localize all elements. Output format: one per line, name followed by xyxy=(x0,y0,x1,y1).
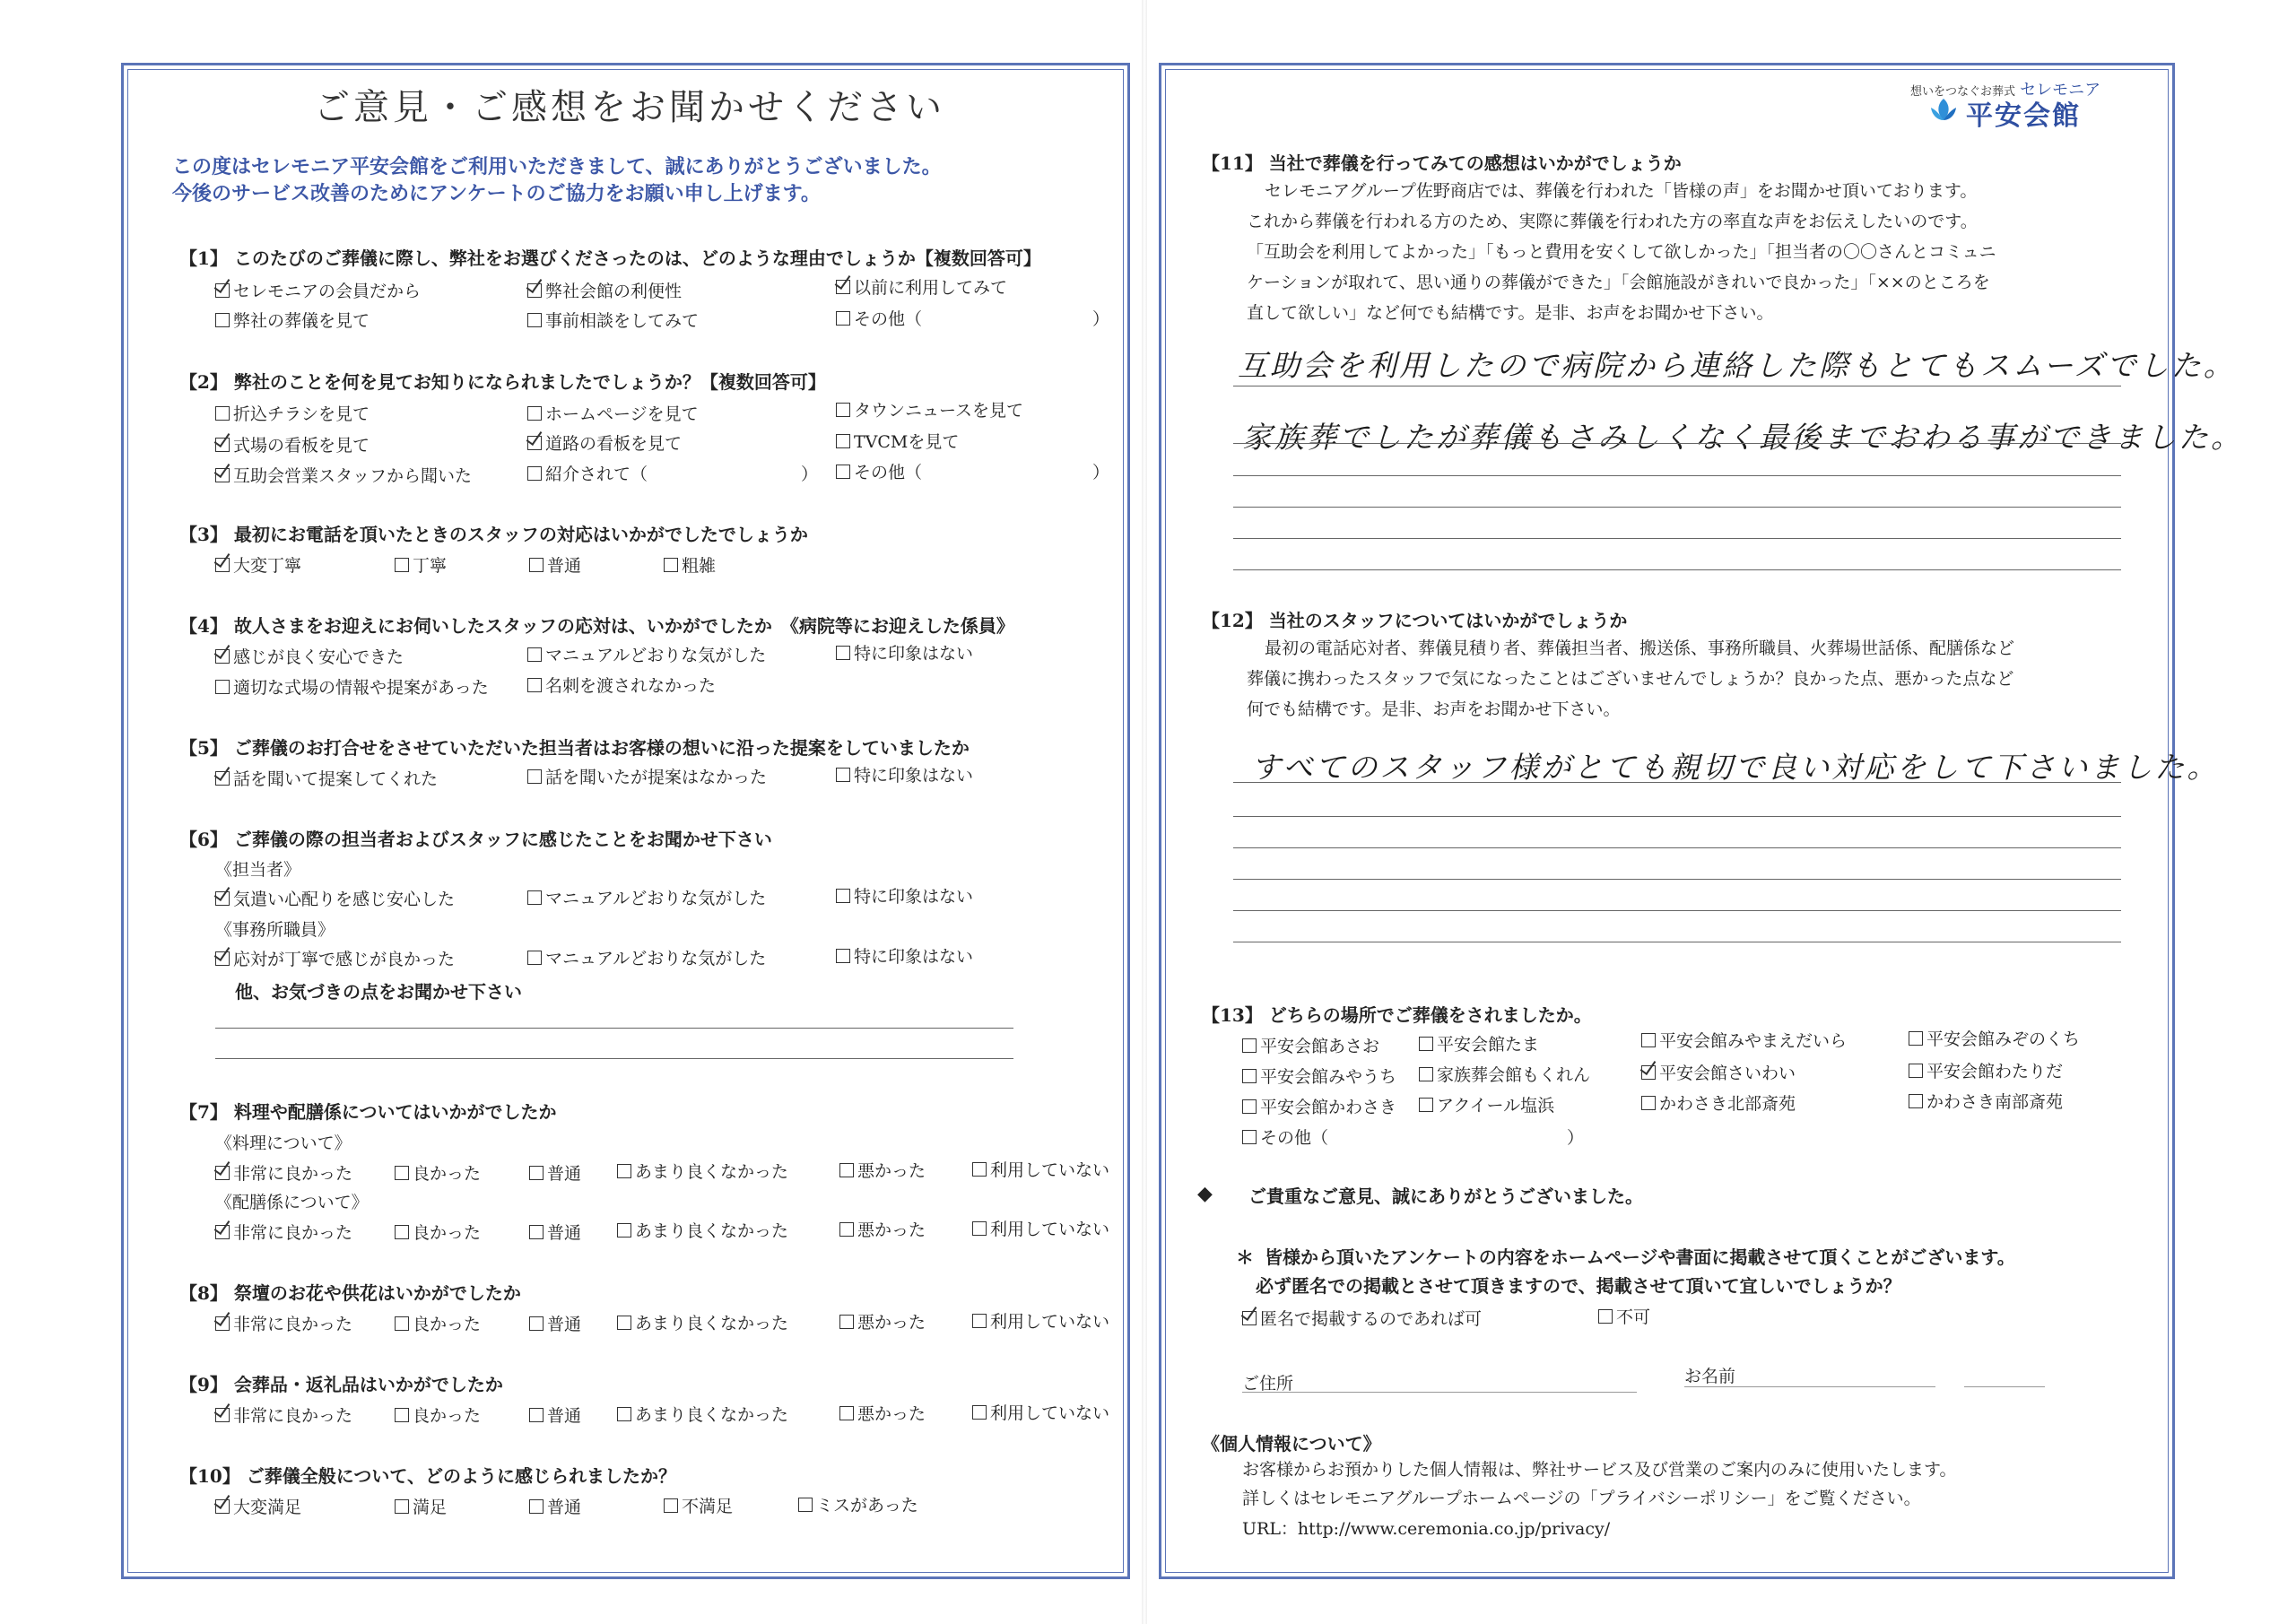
checkbox-icon[interactable] xyxy=(1641,1096,1656,1110)
address-field[interactable] xyxy=(1242,1392,1637,1393)
q6-option[interactable]: 気遣い心配りを感じ安心した xyxy=(215,886,455,910)
checkbox-icon[interactable] xyxy=(839,1406,854,1420)
checkbox-icon[interactable] xyxy=(972,1162,987,1177)
q11-desc-line: これから葬儀を行われる方のため、実際に葬儀を行われた方の率直な声をお伝えしたいのです。 xyxy=(1247,212,1978,231)
name-label: お名前 xyxy=(1684,1367,1736,1386)
logo-name: 平安会館 xyxy=(1966,100,2081,132)
q2-option[interactable]: TVCMを見て xyxy=(836,429,959,453)
q3-option[interactable]: 大変丁寧 xyxy=(215,552,301,577)
q7-serving-option[interactable]: 良かった xyxy=(395,1220,481,1244)
q13-option[interactable]: 平安会館みやうち xyxy=(1242,1064,1396,1088)
question-8: 【8】 祭壇のお花や供花はいかがでしたか xyxy=(179,1282,521,1304)
checkbox-icon[interactable] xyxy=(972,1405,987,1420)
question-1: 【1】 このたびのご葬儀に際し、弊社をお選びくださったのは、どのような理由でしょうか【複数回答可】 xyxy=(179,248,1041,269)
name-field-end xyxy=(1964,1386,2045,1387)
thanks-message: ご貴重なご意見、誠にありがとうございました。 xyxy=(1248,1185,1643,1207)
q7-serving-option[interactable]: 非常に良かった xyxy=(215,1220,352,1244)
checkbox-icon[interactable] xyxy=(839,1163,854,1177)
q9-option[interactable]: 良かった xyxy=(395,1403,481,1427)
write-line[interactable] xyxy=(1233,816,2121,817)
q8-option[interactable]: 普通 xyxy=(529,1311,581,1335)
checkbox-icon[interactable] xyxy=(215,313,230,327)
q13-option[interactable]: 家族葬会館もくれん xyxy=(1419,1062,1590,1086)
write-line[interactable] xyxy=(1233,910,2121,911)
checkbox-icon[interactable] xyxy=(617,1316,631,1330)
q13-option[interactable]: 平安会館さいわい xyxy=(1641,1060,1796,1084)
q13-option[interactable]: 平安会館あさお xyxy=(1242,1033,1379,1057)
q7-serving-option[interactable]: 利用していない xyxy=(972,1216,1109,1240)
write-line[interactable] xyxy=(215,1058,1013,1059)
question-13: 【13】 どちらの場所でご葬儀をされましたか。 xyxy=(1202,1004,1592,1026)
privacy-url-link[interactable]: URL：http://www.ceremonia.co.jp/privacy/ xyxy=(1242,1519,1611,1539)
q6-option[interactable]: 特に印象はない xyxy=(836,883,973,908)
checkbox-icon[interactable] xyxy=(215,1316,230,1331)
intro-line-1: この度はセレモニア平安会館をご利用いただきまして、誠にありがとうございました。 xyxy=(172,155,942,178)
q8-option[interactable]: 利用していない xyxy=(972,1308,1109,1333)
q4-option[interactable]: マニュアルどおりな気がした xyxy=(527,642,766,666)
question-5: 【5】 ご葬儀のお打合せをさせていただいた担当者はお客様の想いに沿った提案をしていましたか xyxy=(179,737,970,759)
q3-option[interactable]: 丁寧 xyxy=(395,552,447,577)
write-line[interactable] xyxy=(1233,569,2121,570)
checkbox-icon[interactable] xyxy=(1641,1033,1656,1047)
q8-option[interactable]: 良かった xyxy=(395,1311,481,1335)
q10-option[interactable]: 大変満足 xyxy=(215,1494,301,1518)
checkbox-icon[interactable] xyxy=(215,680,230,694)
question-12: 【12】 当社のスタッフについてはいかがでしょうか xyxy=(1202,610,1628,631)
q10-option[interactable]: ミスがあった xyxy=(798,1492,918,1516)
checkbox-icon[interactable] xyxy=(527,436,542,450)
q10-option[interactable]: 不満足 xyxy=(664,1493,733,1517)
checkbox-icon[interactable] xyxy=(527,466,542,481)
checkbox-icon[interactable] xyxy=(836,465,850,479)
q7-food-option[interactable]: 悪かった xyxy=(839,1158,926,1182)
write-line[interactable] xyxy=(1233,443,2121,444)
checkbox-icon[interactable] xyxy=(617,1407,631,1421)
q2-option[interactable]: 紹介されて（ ） xyxy=(527,461,818,485)
checkbox-icon[interactable] xyxy=(529,1499,544,1514)
q1-option[interactable]: その他（ ） xyxy=(836,306,1109,330)
write-line[interactable] xyxy=(1233,475,2121,476)
q13-option[interactable]: アクイール塩浜 xyxy=(1419,1092,1554,1116)
checkbox-icon[interactable] xyxy=(1242,1038,1257,1053)
q7-food-option[interactable]: 普通 xyxy=(529,1160,581,1185)
checkbox-icon[interactable] xyxy=(836,403,850,417)
q2-option[interactable]: タウンニュースを見て xyxy=(836,397,1023,421)
checkbox-icon[interactable] xyxy=(839,1222,854,1237)
intro-line-2: 今後のサービス改善のためにアンケートのご協力をお願い申し上げます。 xyxy=(172,182,821,205)
write-line[interactable] xyxy=(1233,538,2121,539)
checkbox-icon[interactable] xyxy=(215,649,230,664)
write-line[interactable] xyxy=(1233,879,2121,880)
q3-option[interactable]: 普通 xyxy=(529,552,581,577)
form-title: ご意見・ご感想をお聞かせください xyxy=(314,87,945,128)
checkbox-icon[interactable] xyxy=(215,951,230,966)
q4-option[interactable]: 名刺を渡されなかった xyxy=(527,673,716,697)
q9-option[interactable]: 普通 xyxy=(529,1403,581,1427)
q6-option[interactable]: マニュアルどおりな気がした xyxy=(527,945,766,969)
checkbox-icon[interactable] xyxy=(529,558,544,572)
privacy-text: お客様からお預かりした個人情報は、弊社サービス及び営業のご案内のみに使用いたします。 xyxy=(1242,1460,1957,1480)
q7-serving-option[interactable]: 普通 xyxy=(529,1220,581,1244)
checkbox-icon[interactable] xyxy=(1242,1069,1257,1083)
checkbox-icon[interactable] xyxy=(215,891,230,906)
q11-handwritten-answer[interactable]: 互助会を利用したので病院から連絡した際もとてもスムーズでした。 xyxy=(1238,348,2236,383)
q11-desc-line: 「互助会を利用してよかった」「もっと費用を安くして欲しかった」「担当者の〇〇さんとコミュニ xyxy=(1247,242,1996,262)
q1-option[interactable]: 事前相談をしてみて xyxy=(527,308,699,332)
q7-sub-label-serving: 《配膳係について》 xyxy=(215,1193,369,1212)
q13-option[interactable]: 平安会館みぞのくち xyxy=(1909,1026,2080,1050)
checkbox-icon[interactable] xyxy=(395,1225,409,1239)
q7-food-option[interactable]: 良かった xyxy=(395,1160,481,1185)
checkbox-icon[interactable] xyxy=(836,889,850,903)
checkbox-icon[interactable] xyxy=(529,1316,544,1331)
write-line[interactable] xyxy=(1233,782,2121,783)
q5-option[interactable]: 特に印象はない xyxy=(836,762,973,786)
q6-option[interactable]: 応対が丁寧で感じが良かった xyxy=(215,946,455,970)
question-2: 【2】 弊社のことを何を見てお知りになられましたでしょうか？【複数回答可】 xyxy=(179,371,826,393)
privacy-text: 詳しくはセレモニアグループホームページの「プライバシーポリシー」をご覧ください。 xyxy=(1242,1489,1921,1508)
name-field[interactable] xyxy=(1684,1386,1935,1387)
q4-option[interactable]: 特に印象はない xyxy=(836,640,973,664)
asterisk-icon: ＊ xyxy=(1236,1246,1254,1268)
q13-option[interactable]: 平安会館みやまえだいら xyxy=(1641,1028,1847,1052)
checkbox-icon[interactable] xyxy=(395,1408,409,1422)
write-line[interactable] xyxy=(1233,847,2121,848)
write-line[interactable] xyxy=(1233,507,2121,508)
write-line[interactable] xyxy=(215,1028,1013,1029)
q1-option[interactable]: 以前に利用してみて xyxy=(836,274,1007,299)
q12-desc-line: 最初の電話応対者、葬儀見積り者、葬儀担当者、搬送係、事務所職員、火葬場世話係、配膳係など xyxy=(1265,638,2015,658)
checkbox-icon[interactable] xyxy=(215,1225,230,1239)
q1-option[interactable]: 弊社会館の利便性 xyxy=(527,278,682,302)
q7-sub-label-food: 《料理について》 xyxy=(215,1133,352,1153)
q2-option[interactable]: 道路の看板を見て xyxy=(527,430,682,455)
checkbox-icon[interactable] xyxy=(1419,1037,1433,1051)
q12-desc-line: 葬儀に携わったスタッフで気になったことはございませんでしょうか？良かった点、悪かった点など xyxy=(1247,669,2014,689)
checkbox-icon[interactable] xyxy=(972,1314,987,1328)
company-logo: 想いをつなぐお葬式 セレモニア xyxy=(1910,81,2101,100)
checkbox-icon[interactable] xyxy=(617,1164,631,1178)
q12-desc-line: 何でも結構です。是非、お声をお聞かせ下さい。 xyxy=(1247,699,1621,719)
q2-option[interactable]: その他（ ） xyxy=(836,459,1109,483)
q11-desc-line: セレモニアグループ佐野商店では、葬儀を行われた「皆様の声」をお聞かせ頂いております。 xyxy=(1265,181,1978,201)
checkbox-icon[interactable] xyxy=(836,311,850,326)
lotus-logo-icon xyxy=(1928,97,1959,124)
checkbox-icon[interactable] xyxy=(527,647,542,662)
checkbox-icon[interactable] xyxy=(617,1223,631,1238)
checkbox-icon[interactable] xyxy=(836,768,850,782)
q4-option[interactable]: 適切な式場の情報や提案があった xyxy=(215,674,489,699)
publish-notice-line: 必ず匿名での掲載とさせて頂きますので、掲載させて頂いて宜しいでしょうか？ xyxy=(1256,1275,1901,1297)
q6-option[interactable]: マニュアルどおりな気がした xyxy=(527,885,766,909)
checkbox-icon[interactable] xyxy=(1641,1065,1656,1080)
checkbox-icon[interactable] xyxy=(215,468,230,482)
publish-option[interactable]: 匿名で掲載するのであれば可 xyxy=(1242,1306,1482,1330)
q7-serving-option[interactable]: あまり良くなかった xyxy=(617,1218,788,1242)
q3-option[interactable]: 粗雑 xyxy=(664,552,716,577)
question-6: 【6】 ご葬儀の際の担当者およびスタッフに感じたことをお聞かせ下さい xyxy=(179,829,772,850)
q11-desc-line: 直して欲しい」など何でも結構です。是非、お声をお聞かせ下さい。 xyxy=(1247,303,1774,323)
checkbox-icon[interactable] xyxy=(1242,1130,1257,1144)
checkbox-icon[interactable] xyxy=(529,1225,544,1239)
q1-option[interactable]: セレモニアの会員だから xyxy=(215,278,421,302)
checkbox-icon[interactable] xyxy=(215,771,230,786)
checkbox-icon[interactable] xyxy=(215,558,230,572)
q12-handwritten-answer[interactable]: すべてのスタッフ様がとても親切で良い対応をして下さいました。 xyxy=(1251,750,2220,785)
checkbox-icon[interactable] xyxy=(395,1316,409,1331)
address-label: ご住所 xyxy=(1242,1374,1294,1394)
checkbox-icon[interactable] xyxy=(527,769,542,784)
checkbox-icon[interactable] xyxy=(527,313,542,327)
question-10: 【10】 ご葬儀全般について、どのように感じられましたか？ xyxy=(179,1465,676,1487)
q7-food-option[interactable]: 利用していない xyxy=(972,1157,1109,1181)
q9-option[interactable]: 非常に良かった xyxy=(215,1403,352,1427)
q13-option[interactable]: 平安会館かわさき xyxy=(1242,1094,1396,1118)
privacy-title: 《個人情報について》 xyxy=(1202,1433,1381,1455)
checkbox-icon[interactable] xyxy=(215,283,230,298)
q13-option[interactable]: かわさき北部斎苑 xyxy=(1641,1090,1796,1115)
q11-handwritten-answer[interactable]: 家族葬でしたが葬儀もさみしくなく最後までおわる事ができました。 xyxy=(1242,420,2243,455)
q6-sub-label-office: 《事務所職員》 xyxy=(215,920,335,940)
q4-option[interactable]: 感じが良く安心できた xyxy=(215,644,404,668)
checkbox-icon[interactable] xyxy=(798,1498,813,1512)
question-3: 【3】 最初にお電話を頂いたときのスタッフの対応はいかがでしたでしょうか xyxy=(179,524,808,545)
diamond-icon: ◆ xyxy=(1197,1182,1213,1205)
checkbox-icon[interactable] xyxy=(1419,1067,1433,1081)
checkbox-icon[interactable] xyxy=(972,1221,987,1236)
checkbox-icon[interactable] xyxy=(215,438,230,452)
checkbox-icon[interactable] xyxy=(664,558,678,572)
q7-food-option[interactable]: 非常に良かった xyxy=(215,1160,352,1185)
checkbox-icon[interactable] xyxy=(395,1166,409,1180)
q2-option[interactable]: 折込チラシを見て xyxy=(215,401,370,425)
q7-food-option[interactable]: あまり良くなかった xyxy=(617,1159,788,1183)
q5-option[interactable]: 話を聞いたが提案はなかった xyxy=(527,764,767,788)
checkbox-icon[interactable] xyxy=(215,1408,230,1422)
checkbox-icon[interactable] xyxy=(1909,1094,1923,1108)
checkbox-icon[interactable] xyxy=(529,1408,544,1422)
checkbox-icon[interactable] xyxy=(836,434,850,448)
checkbox-icon[interactable] xyxy=(527,678,542,692)
checkbox-icon[interactable] xyxy=(839,1315,854,1329)
q13-option[interactable]: その他（ ） xyxy=(1242,1125,1584,1149)
q2-option[interactable]: 互助会営業スタッフから聞いた xyxy=(215,463,472,487)
q13-option[interactable]: 平安会館わたりだ xyxy=(1909,1058,2063,1082)
checkbox-icon[interactable] xyxy=(529,1166,544,1180)
checkbox-icon[interactable] xyxy=(395,1499,409,1514)
q10-option[interactable]: 満足 xyxy=(395,1494,447,1518)
checkbox-icon[interactable] xyxy=(1909,1064,1923,1078)
q9-option[interactable]: あまり良くなかった xyxy=(617,1402,788,1426)
q13-option[interactable]: かわさき南部斎苑 xyxy=(1909,1089,2063,1113)
checkbox-icon[interactable] xyxy=(836,646,850,660)
q10-option[interactable]: 普通 xyxy=(529,1494,581,1518)
q6-option[interactable]: 特に印象はない xyxy=(836,943,973,968)
checkbox-icon[interactable] xyxy=(1419,1098,1433,1112)
publish-notice-line: 皆様から頂いたアンケートの内容をホームページや書面に掲載させて頂くことがございます。 xyxy=(1265,1246,2015,1268)
checkbox-icon[interactable] xyxy=(215,1499,230,1514)
q5-option[interactable]: 話を聞いて提案してくれた xyxy=(215,766,438,790)
checkbox-icon[interactable] xyxy=(836,949,850,963)
q1-option[interactable]: 弊社の葬儀を見て xyxy=(215,308,370,332)
question-11: 【11】 当社で葬儀を行ってみての感想はいかがでしょうか xyxy=(1202,152,1682,174)
page-fold xyxy=(1142,0,1147,1624)
checkbox-icon[interactable] xyxy=(664,1498,678,1513)
checkbox-icon[interactable] xyxy=(527,890,542,905)
checkbox-icon[interactable] xyxy=(1909,1031,1923,1046)
q8-option[interactable]: 非常に良かった xyxy=(215,1311,352,1335)
publish-option[interactable]: 不可 xyxy=(1598,1304,1650,1328)
q8-option[interactable]: 悪かった xyxy=(839,1309,926,1333)
q9-option[interactable]: 利用していない xyxy=(972,1400,1109,1424)
question-7: 【7】 料理や配膳係についてはいかがでしたか xyxy=(179,1101,557,1123)
checkbox-icon[interactable] xyxy=(527,283,542,298)
question-9: 【9】 会葬品・返礼品はいかがでしたか xyxy=(179,1374,503,1395)
checkbox-icon[interactable] xyxy=(215,1166,230,1180)
question-4: 【4】 故人さまをお迎えにお伺いしたスタッフの応対は、いかがでしたか 《病院等にお迎えした係員》 xyxy=(179,615,1014,637)
q2-option[interactable]: ホームページを見て xyxy=(527,401,699,425)
checkbox-icon[interactable] xyxy=(215,406,230,421)
q8-option[interactable]: あまり良くなかった xyxy=(617,1310,788,1334)
checkbox-icon[interactable] xyxy=(395,558,409,572)
checkbox-icon[interactable] xyxy=(527,951,542,965)
q2-option[interactable]: 式場の看板を見て xyxy=(215,432,370,456)
q6-other-prompt: 他、お気づきの点をお聞かせ下さい xyxy=(235,981,522,1003)
q13-option[interactable]: 平安会館たま xyxy=(1419,1031,1539,1055)
checkbox-icon[interactable] xyxy=(1242,1099,1257,1114)
q6-sub-label-staff: 《担当者》 xyxy=(215,860,301,880)
checkbox-icon[interactable] xyxy=(1242,1311,1257,1325)
q9-option[interactable]: 悪かった xyxy=(839,1401,926,1425)
q7-serving-option[interactable]: 悪かった xyxy=(839,1217,926,1241)
checkbox-icon[interactable] xyxy=(527,406,542,421)
q11-desc-line: ケーションが取れて、思い通りの葬儀ができた」「会館施設がきれいで良かった」「××のところを xyxy=(1247,273,1990,292)
checkbox-icon[interactable] xyxy=(1598,1309,1613,1324)
checkbox-icon[interactable] xyxy=(836,280,850,294)
